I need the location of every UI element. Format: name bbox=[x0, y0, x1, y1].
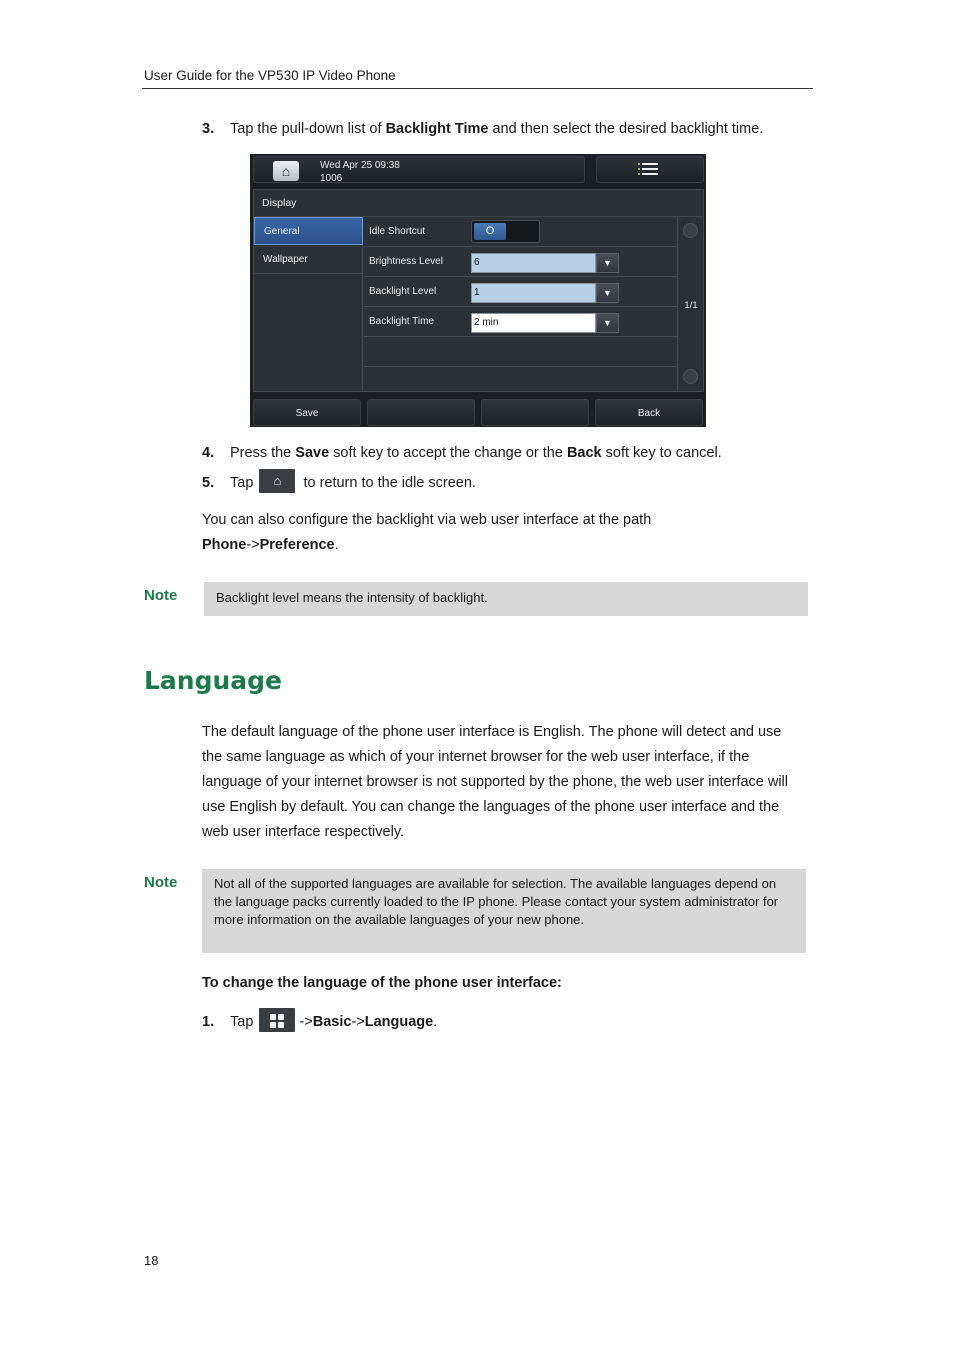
scroll-up-icon[interactable] bbox=[683, 223, 698, 238]
path-phone: Phone bbox=[202, 537, 247, 553]
toggle-knob: O bbox=[474, 223, 506, 240]
step-bold: Backlight Time bbox=[385, 121, 489, 137]
step-text: Tap the pull-down list of bbox=[230, 121, 386, 137]
step-1 bbox=[202, 1012, 437, 1032]
step-bold: Language bbox=[364, 1014, 434, 1030]
brightness-level-select[interactable]: 6 bbox=[471, 253, 596, 273]
dropdown-arrow-icon[interactable]: ▼ bbox=[596, 253, 619, 273]
softkey-back[interactable]: Back bbox=[595, 399, 703, 426]
procedure-heading: To change the language of the phone user interface: bbox=[202, 975, 562, 991]
panel-title: Display bbox=[262, 197, 297, 209]
dropdown-arrow-icon[interactable]: ▼ bbox=[596, 283, 619, 303]
language-paragraph: The default language of the phone user interface is English. The phone will detect and use the same language as which of your internet browser for the web user interface, if the language of your internet browser is not supported by the phone, the web user interface will use English by default. You can change the languages of the phone user interface and the web user interface respectively. bbox=[202, 724, 788, 840]
softkey-empty[interactable] bbox=[481, 399, 589, 426]
step-4 bbox=[202, 443, 722, 463]
extension-text: 1006 bbox=[320, 173, 343, 184]
header-rule bbox=[142, 88, 813, 89]
softkey-save[interactable]: Save bbox=[253, 399, 361, 426]
backlight-level-select[interactable]: 1 bbox=[471, 283, 596, 303]
row-empty bbox=[364, 337, 677, 367]
note-text: Backlight level means the intensity of backlight. bbox=[216, 590, 488, 605]
phone-topbar bbox=[250, 154, 706, 185]
list-icon bbox=[642, 163, 658, 177]
step-text: Press the bbox=[230, 445, 296, 461]
section-title: Language bbox=[144, 666, 283, 695]
page-indicator: 1/1 bbox=[684, 300, 698, 311]
step-text: Tap bbox=[230, 475, 254, 491]
datetime bbox=[320, 159, 400, 185]
row-brightness-level bbox=[364, 247, 677, 277]
note-box bbox=[204, 582, 808, 616]
softkey-bar bbox=[250, 398, 706, 427]
step-bold: Save bbox=[295, 445, 330, 461]
config-paragraph bbox=[202, 508, 802, 558]
step-text: to return to the idle screen. bbox=[303, 475, 476, 491]
note-label: Note bbox=[144, 587, 178, 604]
row-backlight-level bbox=[364, 277, 677, 307]
nav-item-wallpaper[interactable]: Wallpaper bbox=[254, 246, 363, 274]
step-end: . bbox=[433, 1014, 438, 1030]
backlight-time-select[interactable]: 2 min bbox=[471, 313, 596, 333]
path-preference: Preference bbox=[259, 537, 335, 553]
step-arrow: -> bbox=[351, 1014, 365, 1030]
note-text: Not all of the supported languages are available for selection. The available languages depend on the language packs currently loaded to the IP phone. Please contact your system administrator for more information on the available languages of your new phone. bbox=[214, 876, 779, 927]
menu-grid-icon bbox=[259, 1008, 295, 1032]
config-path bbox=[202, 533, 802, 558]
row-label: Backlight Level bbox=[369, 286, 437, 297]
row-label: Idle Shortcut bbox=[369, 226, 426, 237]
step-number: 3. bbox=[202, 121, 215, 137]
step-text: soft key to accept the change or the bbox=[329, 445, 567, 461]
path-arrow: -> bbox=[246, 537, 260, 553]
step-text: and then select the desired backlight time. bbox=[488, 121, 764, 137]
date-text: Wed Apr 25 09:38 bbox=[320, 160, 400, 171]
home-icon[interactable]: ⌂ bbox=[273, 161, 299, 181]
running-header: User Guide for the VP530 IP Video Phone bbox=[144, 68, 396, 83]
step-5 bbox=[202, 473, 476, 493]
display-panel bbox=[253, 189, 704, 392]
scroll-down-icon[interactable] bbox=[683, 369, 698, 384]
row-backlight-time bbox=[364, 307, 677, 337]
row-idle-shortcut bbox=[364, 217, 677, 247]
home-icon: ⌂ bbox=[259, 469, 295, 493]
step-number: 5. bbox=[202, 475, 215, 491]
phone-screenshot bbox=[250, 154, 706, 427]
step-text: Tap bbox=[230, 1014, 254, 1030]
row-label: Backlight Time bbox=[369, 316, 435, 327]
scroll-column bbox=[677, 217, 703, 392]
nav-item-general[interactable]: General bbox=[254, 217, 363, 245]
step-bold: Basic bbox=[312, 1014, 352, 1030]
paragraph-text: You can also configure the backlight via web user interface at the path bbox=[202, 512, 652, 528]
note-label: Note bbox=[144, 874, 178, 891]
row-label: Brightness Level bbox=[369, 256, 443, 267]
softkey-empty[interactable] bbox=[367, 399, 475, 426]
step-number: 4. bbox=[202, 445, 215, 461]
idle-shortcut-toggle[interactable] bbox=[471, 220, 540, 243]
dropdown-arrow-icon[interactable]: ▼ bbox=[596, 313, 619, 333]
note-box bbox=[202, 869, 806, 953]
step-bold: Back bbox=[566, 445, 602, 461]
step-3 bbox=[202, 119, 763, 139]
step-number: 1. bbox=[202, 1014, 215, 1030]
step-text: soft key to cancel. bbox=[601, 445, 722, 461]
nav-column bbox=[254, 217, 363, 392]
home-bar[interactable] bbox=[253, 156, 585, 183]
path-end: . bbox=[334, 537, 339, 553]
page-number: 18 bbox=[144, 1253, 159, 1268]
menu-button[interactable] bbox=[596, 156, 704, 183]
step-arrow: -> bbox=[299, 1014, 313, 1030]
